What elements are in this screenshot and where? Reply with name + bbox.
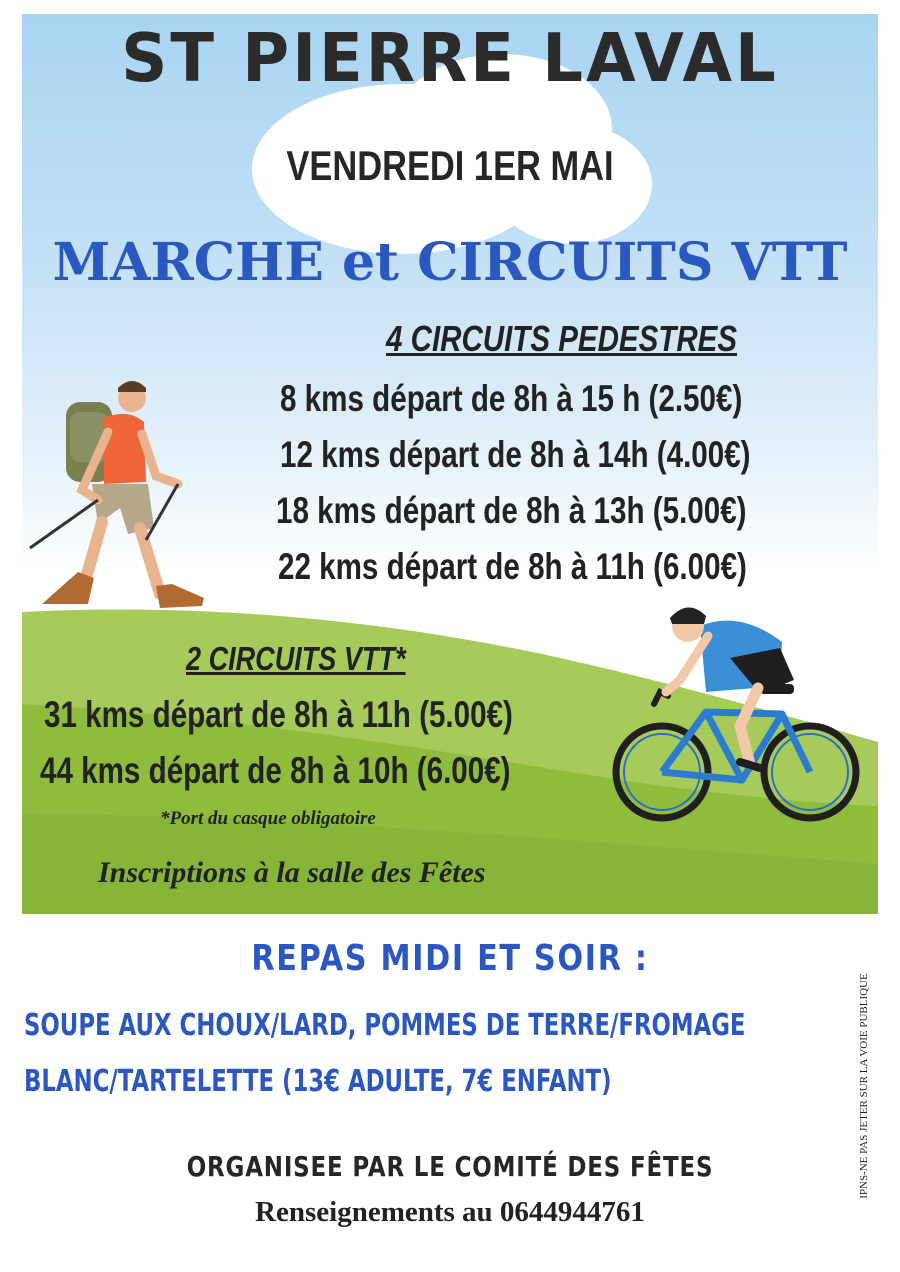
vtt-heading-label: 2 CIRCUITS VTT xyxy=(186,640,395,677)
event-name: MARCHE et CIRCUITS VTT xyxy=(52,232,848,293)
legal-side-note: IPNS-NE PAS JETER SUR LA VOIE PUBLIQUE xyxy=(858,973,870,1199)
vtt-row: 31 kms départ de 8h à 11h (5.00€) xyxy=(44,694,513,735)
meals-line: BLANC/TARTELETTE (13€ ADULTE, 7€ ENFANT) xyxy=(24,1064,612,1099)
hiker-illustration xyxy=(28,372,228,622)
organizer: ORGANISEE PAR LE COMITÉ DES FÊTES xyxy=(186,1150,714,1183)
walking-row: 18 kms départ de 8h à 13h (5.00€) xyxy=(276,490,747,531)
cyclist-illustration xyxy=(610,596,870,836)
meals-line: SOUPE AUX CHOUX/LARD, POMMES DE TERRE/FROMAGE xyxy=(24,1008,746,1043)
meals-heading: REPAS MIDI ET SOIR : xyxy=(251,938,649,979)
vtt-heading xyxy=(186,640,406,678)
page-title: ST PIERRE LAVAL xyxy=(121,20,779,98)
vtt-row: 44 kms départ de 8h à 10h (6.00€) xyxy=(40,750,511,791)
walking-heading: 4 CIRCUITS PEDESTRES xyxy=(386,318,738,359)
event-date: VENDREDI 1ER MAI xyxy=(286,142,614,189)
vtt-asterisk: * xyxy=(394,640,406,677)
walking-row: 12 kms départ de 8h à 14h (4.00€) xyxy=(280,434,751,475)
registration-note: Inscriptions à la salle des Fêtes xyxy=(98,856,486,889)
walking-row: 8 kms départ de 8h à 15 h (2.50€) xyxy=(280,378,743,419)
helmet-note: *Port du casque obligatoire xyxy=(160,808,376,829)
contact-info: Renseignements au 0644944761 xyxy=(255,1196,645,1228)
walking-row: 22 kms départ de 8h à 11h (6.00€) xyxy=(278,546,747,587)
